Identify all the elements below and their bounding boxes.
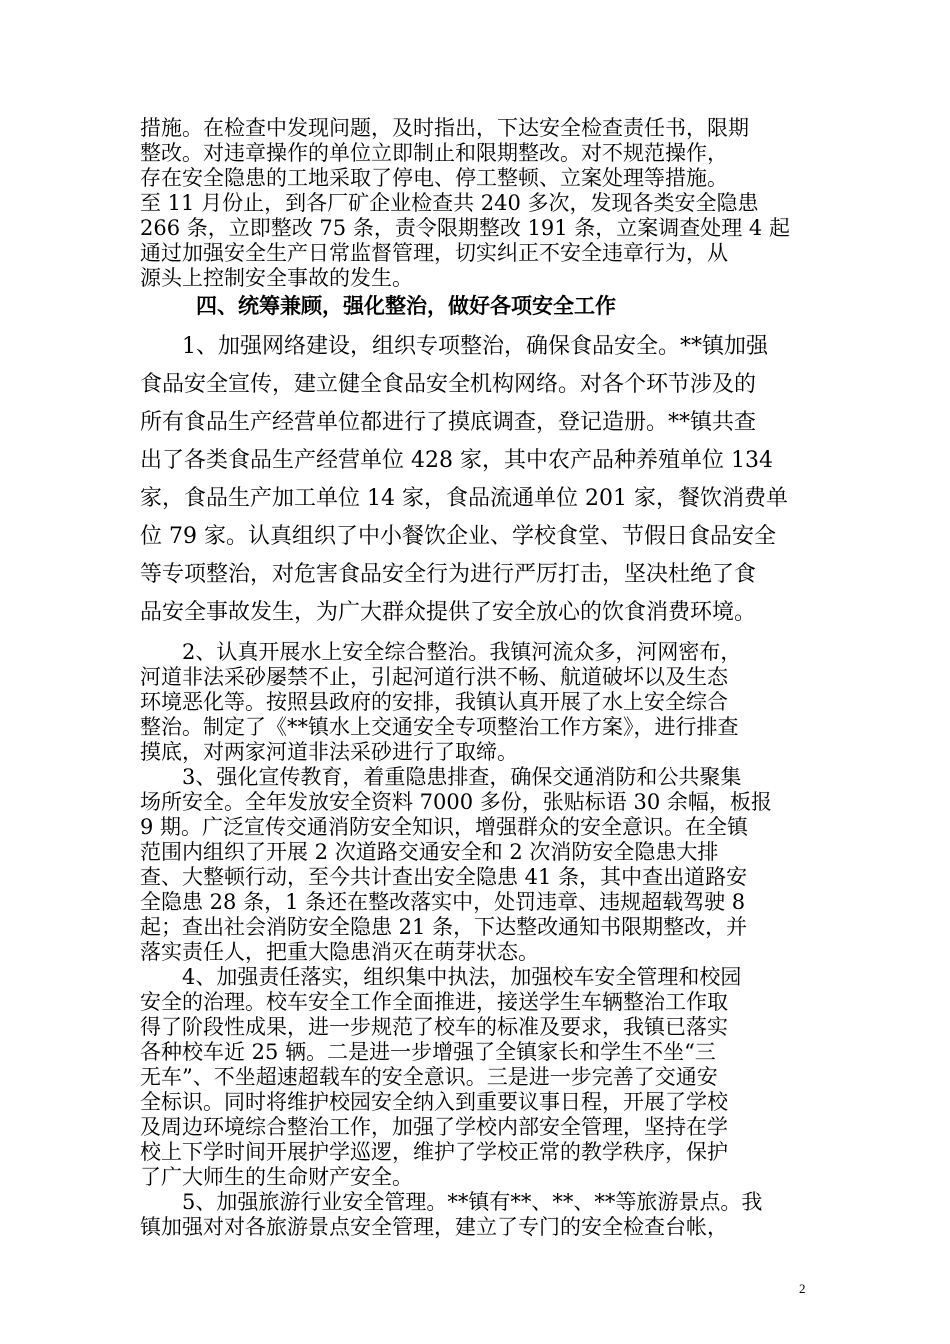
text-line: 了广大师生的生命财产安全。 — [140, 1165, 413, 1189]
text-line: 4、加强责任落实，组织集中执法，加强校车安全管理和校园 — [182, 965, 742, 989]
text-line: 全标识。同时将维护校园安全纳入到重要议事日程，开展了学校 — [140, 1090, 728, 1114]
text-line: 通过加强安全生产日常监督管理，切实纠正不安全违章行为，从 — [140, 241, 728, 265]
text-line: 5、加强旅游行业安全管理。**镇有**、**、**等旅游景点。我 — [182, 1190, 763, 1214]
text-line: 等专项整治，对危害食品安全行为进行严厉打击，坚决杜绝了食 — [140, 562, 757, 587]
text-line: 查、大整顿行动，至今共计查出安全隐患 41 条，其中查出道路安 — [140, 865, 748, 889]
text-line: 镇加强对对各旅游景点安全管理，建立了专门的安全检查台帐， — [140, 1215, 728, 1239]
text-line: 场所安全。全年发放安全资料 7000 多份，张贴标语 30 余幅，板报 — [140, 790, 772, 814]
text-line: 整改。对违章操作的单位立即制止和限期整改。对不规范操作， — [140, 141, 728, 165]
text-line: 河道非法采砂屡禁不止，引起河道行洪不畅、航道破坏以及生态 — [140, 665, 728, 689]
text-line: 环境恶化等。按照县政府的安排，我镇认真开展了水上安全综合 — [140, 690, 728, 714]
text-line: 2、认真开展水上安全综合整治。我镇河流众多，河网密布， — [182, 640, 742, 664]
text-line: 存在安全隐患的工地采取了停电、停工整顿、立案处理等措施。 — [140, 166, 728, 190]
text-line: 品安全事故发生，为广大群众提供了安全放心的饮食消费环境。 — [140, 600, 757, 625]
text-line: 9 期。广泛宣传交通消防安全知识，增强群众的安全意识。在全镇 — [140, 815, 749, 839]
text-line: 安全的治理。校车安全工作全面推进，接送学生车辆整治工作取 — [140, 990, 728, 1014]
text-line: 各种校车近 25 辆。二是进一步增强了全镇家长和学生不坐“三 — [140, 1040, 716, 1064]
text-line: 家，食品生产加工单位 14 家，食品流通单位 201 家，餐饮消费单 — [140, 486, 788, 511]
text-line: 所有食品生产经营单位都进行了摸底调查，登记造册。**镇共查 — [140, 410, 757, 435]
text-line: 3、强化宣传教育，着重隐患排查，确保交通消防和公共聚集 — [182, 765, 742, 789]
section-heading: 四、统筹兼顾，强化整治，做好各项安全工作 — [196, 293, 616, 318]
text-line: 落实责任人，把重大隐患消灭在萌芽状态。 — [140, 940, 539, 964]
page-number: 2 — [799, 1281, 806, 1296]
text-line: 1、加强网络建设，组织专项整治，确保食品安全。**镇加强 — [182, 334, 768, 359]
text-line: 出了各类食品生产经营单位 428 家，其中农产品种养殖单位 134 — [140, 448, 773, 473]
text-line: 食品安全宣传，建立健全食品安全机构网络。对各个环节涉及的 — [140, 372, 757, 397]
text-line: 摸底，对两家河道非法采砂进行了取缔。 — [140, 740, 518, 764]
text-line: 无车”、不坐超速超载车的安全意识。三是进一步完善了交通安 — [140, 1065, 718, 1089]
text-line: 校上下学时间开展护学巡逻，维护了学校正常的教学秩序，保护 — [140, 1140, 728, 1164]
text-line: 266 条，立即整改 75 条，责令限期整改 191 条，立案调查处理 4 起 — [140, 216, 790, 240]
text-line: 得了阶段性成果，进一步规范了校车的标准及要求，我镇已落实 — [140, 1015, 728, 1039]
text-line: 措施。在检查中发现问题，及时指出，下达安全检查责任书，限期 — [140, 116, 749, 140]
text-line: 位 79 家。认真组织了中小餐饮企业、学校食堂、节假日食品安全 — [140, 524, 776, 549]
text-line: 源头上控制安全事故的发生。 — [140, 266, 413, 290]
text-line: 范围内组织了开展 2 次道路交通安全和 2 次消防安全隐患大排 — [140, 840, 719, 864]
text-line: 整治。制定了《**镇水上交通安全专项整治工作方案》，进行排查 — [140, 715, 739, 739]
text-line: 及周边环境综合整治工作，加强了学校内部安全管理，坚持在学 — [140, 1115, 728, 1139]
text-line: 全隐患 28 条，1 条还在整改落实中，处罚违章、违规超载驾驶 8 — [140, 890, 746, 914]
text-line: 至 11 月份止，到各厂矿企业检查共 240 多次，发现各类安全隐患 — [140, 191, 759, 215]
text-line: 起；查出社会消防安全隐患 21 条，下达整改通知书限期整改，并 — [140, 915, 748, 939]
